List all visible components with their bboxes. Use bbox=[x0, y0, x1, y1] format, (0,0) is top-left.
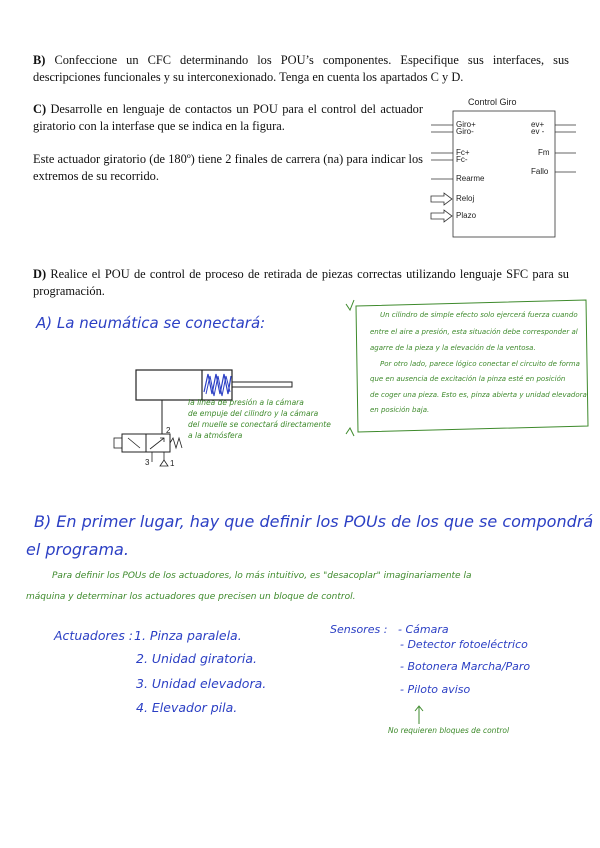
section-b-text: Confeccione un CFC determinando los POU’s componentes. Especifique sus interfaces, sus descripciones funcionales y su interconexionado. Tenga en cuenta los apartados C y D. bbox=[33, 53, 569, 84]
answer-a-heading: A) La neumática se conectará: bbox=[36, 314, 266, 332]
pneumatic-note-2: de empuje del cilindro y la cámara bbox=[188, 409, 319, 418]
section-b-label: B) bbox=[33, 53, 46, 67]
pin-ev-minus: ev - bbox=[531, 127, 545, 136]
answer-b-green-1: Para definir los POUs de los actuadores, lo más intuitivo, es "desacoplar" imaginariamente la bbox=[52, 571, 472, 581]
box-line-4: Por otro lado, parece lógico conectar el circuito de forma bbox=[380, 360, 580, 368]
actuators-label: Actuadores : bbox=[54, 628, 134, 643]
section-d-label: D) bbox=[33, 267, 47, 281]
pin-giro-plus: Giro+ bbox=[456, 120, 476, 129]
block-title: Control Giro bbox=[468, 97, 517, 107]
block-diagram-svg bbox=[428, 97, 578, 242]
actuator-2: 2. Unidad giratoria. bbox=[136, 651, 257, 666]
pin-ev-plus: ev+ bbox=[531, 120, 545, 129]
control-giro-block bbox=[428, 97, 578, 242]
pin-fm: Fm bbox=[538, 148, 550, 157]
box-line-6: de coger una pieza. Esto es, pinza abierta y unidad elevadora bbox=[370, 391, 587, 399]
section-c-text: Desarrolle en lenguaje de contactos un POU para el control del actuador giratorio con la interfase que se indica en la figura. bbox=[33, 102, 423, 133]
sensor-1: - Cámara bbox=[398, 623, 449, 636]
pin-fallo: Fallo bbox=[531, 167, 549, 176]
sensor-3: - Botonera Marcha/Paro bbox=[400, 660, 531, 673]
section-d-paragraph bbox=[33, 266, 569, 300]
answer-b-line-2: el programa. bbox=[26, 540, 129, 559]
pneumatic-note-1: la línea de presión a la cámara bbox=[188, 398, 304, 407]
answer-b-green-2: máquina y determinar los actuadores que precisen un bloque de control. bbox=[26, 592, 356, 602]
section-c-paragraph bbox=[33, 101, 423, 135]
box-line-1: Un cilindro de simple efecto solo ejercerá fuerza cuando bbox=[380, 311, 578, 319]
pneumatic-note-3: del muelle se conectará directamente bbox=[188, 420, 331, 429]
sensor-2: - Detector fotoeléctrico bbox=[400, 638, 528, 651]
section-d-text: Realice el POU de control de proceso de retirada de piezas correctas utilizando lenguaje SFC para su programación. bbox=[33, 267, 569, 298]
pin-plazo: Plazo bbox=[456, 211, 477, 220]
pin-reloj: Reloj bbox=[456, 194, 475, 203]
up-arrow-icon bbox=[411, 704, 427, 726]
actuator-1: 1. Pinza paralela. bbox=[134, 628, 242, 643]
answer-b-line-1: B) En primer lugar, hay que definir los POUs de los que se compondrá bbox=[34, 512, 594, 531]
pin-fc-plus: Fc+ bbox=[456, 148, 470, 157]
sensors-note: No requieren bloques de control bbox=[388, 726, 510, 735]
section-c-paragraph-2 bbox=[33, 151, 423, 185]
section-c-label: C) bbox=[33, 102, 47, 116]
port-3-label: 3 bbox=[145, 458, 150, 467]
box-line-3: agarre de la pieza y la elevación de la ventosa. bbox=[370, 344, 536, 352]
box-line-7: en posición baja. bbox=[370, 406, 430, 414]
section-b-paragraph bbox=[33, 52, 569, 86]
explanation-box-frame bbox=[342, 298, 592, 438]
section-c-text-2: Este actuador giratorio (de 180º) tiene 2 finales de carrera (na) para indicar los extremos de su recorrido. bbox=[33, 152, 423, 183]
port-1-label: 1 bbox=[170, 459, 175, 468]
pneumatic-note-4: a la atmósfera bbox=[188, 431, 243, 440]
pin-rearme: Rearme bbox=[456, 174, 485, 183]
actuator-4: 4. Elevador pila. bbox=[136, 700, 238, 715]
box-line-2: entre el aire a presión, esta situación debe corresponder al bbox=[370, 328, 578, 336]
actuator-3: 3. Unidad elevadora. bbox=[136, 676, 267, 691]
sensors-label: Sensores : bbox=[330, 623, 388, 636]
pin-fc-minus: Fc- bbox=[456, 155, 468, 164]
box-line-5: que en ausencia de excitación la pinza esté en posición bbox=[370, 375, 566, 383]
pin-giro-minus: Giro- bbox=[456, 127, 474, 136]
port-2-label: 2 bbox=[166, 426, 171, 435]
sensor-4: - Piloto aviso bbox=[400, 683, 471, 696]
